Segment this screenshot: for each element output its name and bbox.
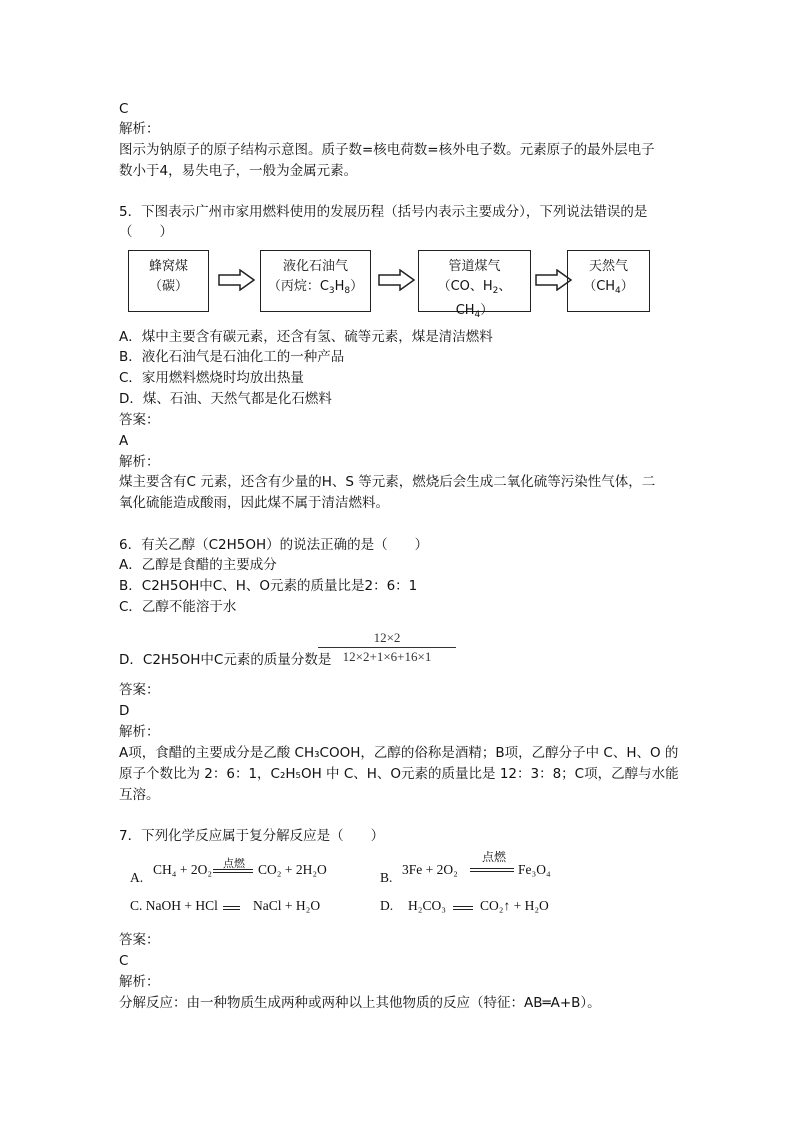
q7-option-a-products: CO₂ + 2H₂O bbox=[258, 862, 327, 877]
q7-option-c-reactants: C. NaOH + HCl bbox=[130, 898, 218, 913]
q7-answer-label: 答案： bbox=[119, 932, 160, 948]
fraction-denominator: 12×2+1×6+16×1 bbox=[342, 649, 432, 664]
q6-stem: 6．有关乙醇（C2H5OH）的说法正确的是（ ） bbox=[119, 537, 429, 553]
q6-answer: D bbox=[119, 703, 130, 719]
equals-sign-icon bbox=[453, 906, 473, 910]
fuel-name: 蜂窝煤 bbox=[148, 259, 188, 274]
q6-analysis-label: 解析： bbox=[119, 724, 160, 740]
q5-option-a: A．煤中主要含有碳元素，还含有氢、硫等元素，煤是清洁燃料 bbox=[119, 329, 493, 345]
equals-sign-icon bbox=[223, 906, 240, 910]
equals-sign-icon bbox=[470, 868, 514, 872]
q7-analysis: 分解反应：由一种物质生成两种或两种以上其他物质的反应（特征：AB═A+B）。 bbox=[119, 995, 601, 1011]
q4-answer: C bbox=[119, 101, 129, 117]
q6-option-a: A．乙醇是食醋的主要成分 bbox=[119, 557, 277, 573]
q4-analysis-line1: 图示为钠原子的原子结构示意图。质子数=核电荷数=核外电子数。元素原子的最外层电子 bbox=[119, 142, 655, 158]
comp-part: H bbox=[334, 279, 345, 294]
comp-sub: 4 bbox=[615, 286, 621, 296]
comp-sub: 3 bbox=[328, 286, 335, 296]
q4-analysis-label: 解析： bbox=[119, 121, 160, 137]
comp-part: ） bbox=[480, 303, 494, 318]
fuel-composition bbox=[419, 277, 530, 325]
fuel-composition: （碳） bbox=[148, 279, 188, 294]
q6-option-b: B．C2H5OH中C、H、O元素的质量比是2：6：1 bbox=[119, 578, 418, 594]
q7-analysis-label: 解析： bbox=[119, 974, 160, 990]
q5-analysis-line2: 氧化硫能造成酸雨，因此煤不属于清洁燃料。 bbox=[119, 495, 389, 511]
q7-option-a-reactants: CH₄ + 2O₂ bbox=[153, 862, 213, 877]
comp-part: ） bbox=[350, 279, 364, 294]
q7-option-a-condition: 点燃 bbox=[223, 857, 245, 870]
comp-part: （CO、H bbox=[437, 279, 493, 294]
q7-option-d-reactants: H₂CO₃ bbox=[408, 898, 446, 913]
q5-answer-label: 答案： bbox=[119, 412, 160, 428]
mass-fraction-formula bbox=[318, 630, 456, 665]
q7-option-b-products: Fe₃O₄ bbox=[518, 862, 551, 877]
comp-sub: 2 bbox=[492, 286, 499, 296]
comp-part: 、CH bbox=[455, 279, 512, 318]
arrow-right-icon bbox=[218, 269, 256, 291]
fuel-box-natural-gas bbox=[567, 250, 650, 312]
q5-option-b: B．液化石油气是石油化工的一种产品 bbox=[119, 349, 345, 365]
q5-stem-line1: 5．下图表示广州市家用燃料使用的发展历程（括号内表示主要成分），下列说法错误的是 bbox=[119, 204, 648, 220]
comp-sub: 8 bbox=[344, 286, 351, 296]
q6-option-c: C．乙醇不能溶于水 bbox=[119, 599, 237, 615]
comp-part: （丙烷：C bbox=[267, 279, 329, 294]
q5-answer: A bbox=[119, 433, 129, 449]
q7-option-b-label: B. bbox=[380, 870, 393, 885]
fuel-box-honeycomb-coal bbox=[128, 250, 209, 312]
fuel-box-lpg bbox=[260, 250, 371, 312]
q7-option-c-products: NaCl + H₂O bbox=[253, 898, 321, 913]
q7-option-b-reactants: 3Fe + 2O₂ bbox=[402, 862, 458, 877]
q4-analysis-line2: 数小于4，易失电子，一般为金属元素。 bbox=[119, 163, 358, 179]
q6-option-d: D．C2H5OH中C元素的质量分数是 bbox=[119, 652, 332, 668]
q6-analysis-line3: 互溶。 bbox=[119, 787, 160, 803]
comp-part: ） bbox=[620, 279, 634, 294]
fraction-numerator: 12×2 bbox=[373, 630, 401, 645]
q7-stem: 7．下列化学反应属于复分解反应是（ ） bbox=[119, 828, 385, 844]
q6-analysis-line1: A项，食醋的主要成分是乙酸 CH₃COOH，乙醇的俗称是酒精；B项，乙醇分子中 C、H、O 的 bbox=[119, 745, 679, 761]
fuel-composition bbox=[568, 277, 649, 301]
fuel-name: 液化石油气 bbox=[282, 259, 348, 274]
comp-part: （CH bbox=[583, 279, 616, 294]
q7-option-b-condition: 点燃 bbox=[481, 850, 506, 864]
fuel-name: 天然气 bbox=[588, 259, 628, 274]
q7-option-d-products: CO₂↑ + H₂O bbox=[480, 898, 549, 913]
q5-option-d: D．煤、石油、天然气都是化石燃料 bbox=[119, 391, 332, 407]
comp-sub: 4 bbox=[474, 310, 481, 320]
arrow-right-icon bbox=[378, 269, 416, 291]
fuel-name: 管道煤气 bbox=[448, 259, 501, 274]
q7-option-d-label: D. bbox=[380, 898, 394, 913]
q6-analysis-line2: 原子个数比为 2：6：1，C₂H₅OH 中 C、H、O元素的质量比是 12：3：8；C项，乙醇与水能 bbox=[119, 766, 679, 782]
q5-analysis-line1: 煤主要含有C 元素，还含有少量的H、S 等元素，燃烧后会生成二氧化硫等污染性气体，二 bbox=[119, 474, 656, 490]
q5-analysis-label: 解析： bbox=[119, 454, 160, 470]
q7-option-a-label: A. bbox=[130, 870, 144, 885]
q5-option-c: C．家用燃料燃烧时均放出热量 bbox=[119, 370, 304, 386]
fuel-box-pipeline-gas bbox=[418, 250, 531, 320]
fraction-bar bbox=[318, 647, 456, 648]
q6-answer-label: 答案： bbox=[119, 682, 160, 698]
fuel-composition bbox=[261, 277, 370, 301]
equals-sign-icon bbox=[213, 869, 253, 873]
q5-stem-line2: （ ） bbox=[119, 224, 173, 240]
q7-answer: C bbox=[119, 953, 129, 969]
